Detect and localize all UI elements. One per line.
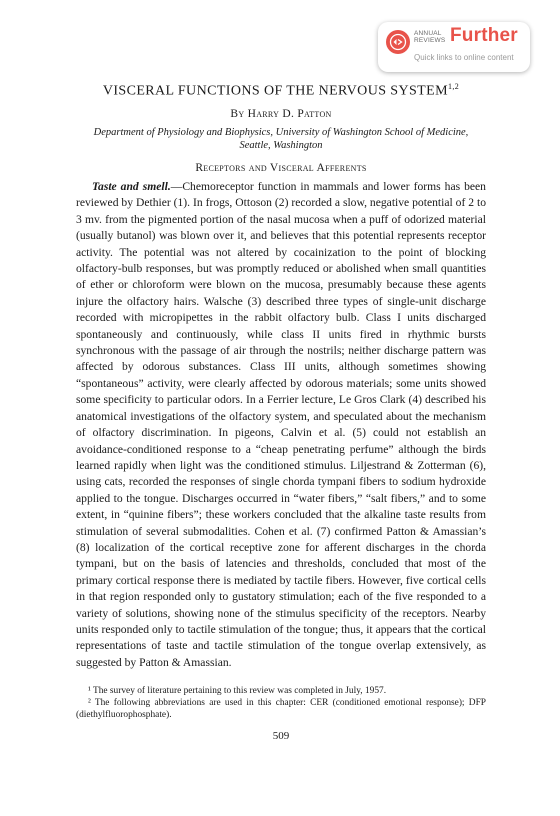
footnote-1: ¹ The survey of literature pertaining to this review was completed in July, 1957. (88, 686, 387, 696)
body-text (76, 179, 486, 671)
paragraph-text: —Chemoreceptor function in mammals and lower forms has been reviewed by Dethier (1). In frogs, Ottoson (2) recorded a slow, negative potential of 2 to 3 mv. from the pigmented portion of the nasal mucosa when a puff of odorized material (usually butanol) was blown over it, and believes that this potential represents receptor activity. The potential was not altered by cocainization to the point of blocking olfactory-bulb responses, but was promptly reduced or abolished when small quantities of ether or chloroform were blown on the mucosa, presumably because these agents injure the olfactory hairs. Walsche (3) described three types of single-unit discharge recorded with micropipettes in the rabbit olfactory bulb. Class I units discharged spontaneously and continuously, while class II units fired in rhythmic bursts synchronous with the passage of air through the nostrils; neither discharge pattern was affected by odorous substances. Class III units, although sometimes showing “spontaneous” activity, were clearly affected by odorous materials; some units showed some specificity to particular odors. In a Ferrier lecture, Le Gros Clark (4) described his anatomical investigations of the olfactory system, and speculated about the mechanism of olfactory discrimination. In pigeons, Calvin et al. (5) could not establish an avoidance-conditioned response to a “cheap penetrating perfume” although the birds learned rapidly when light was the conditioned stimulus. Liljestrand & Zotterman (6), using cats, recorded the responses of single chorda tympani fibers to sodium hydroxide applied to the tongue. Discharges occurred in “water fibers,” “salt fibers,” and to some extent, in “quinine fibers”; these workers concluded that the alkaline taste results from stimulation of several submodalities. Cohen et al. (7) confirmed Patton & Amassian’s (8) localization of the cortical receptive zone for afferent discharges in the chorda tympani, but on the basis of latencies and thresholds, concluded that most of the primary cortical response there is mediated by tactile fibers. However, five cortical cells in that region responded only to gustatory stimulation; each of the five responded to a variety of solutions, showing none of the stimulus specificity of the receptors. Nearby units responded only to tactile stimulation of the tongue; thus, it appears that the cortical representations of taste and tactile stimulation of the tongue overlap extensively, as suggested by Patton & Amassian. (76, 180, 486, 669)
further-quick-links-badge[interactable] (378, 22, 530, 72)
article-title-text: VISCERAL FUNCTIONS OF THE NERVOUS SYSTEM (102, 83, 448, 99)
badge-further-label: Further (450, 25, 518, 46)
badge-subtitle: Quick links to online content (414, 53, 514, 62)
footnotes (76, 685, 486, 721)
footnote-2: ² The following abbreviations are used in this chapter: CER (conditioned emotional response); DFP (diethylfluorophosphate). (76, 698, 486, 720)
affiliation-line-2: Seattle, Washington (239, 140, 323, 151)
badge-annual-text: ANNUAL (414, 30, 442, 37)
affiliation-line-1: Department of Physiology and Biophysics, University of Washington School of Medicine, (93, 127, 469, 138)
badge-reviews-text: REVIEWS (414, 37, 446, 44)
body-paragraph (76, 179, 486, 671)
annual-reviews-logo-icon (386, 30, 410, 54)
title-footnote-marks: 1,2 (447, 82, 460, 91)
annual-reviews-wordmark (414, 30, 452, 44)
author-byline: By Harry D. Patton (230, 108, 332, 120)
page-number: 509 (272, 730, 290, 742)
paragraph-lead-in: Taste and smell. (92, 180, 171, 193)
article-title (76, 82, 486, 100)
section-heading: Receptors and Visceral Afferents (195, 162, 367, 174)
author-affiliation (76, 126, 486, 152)
